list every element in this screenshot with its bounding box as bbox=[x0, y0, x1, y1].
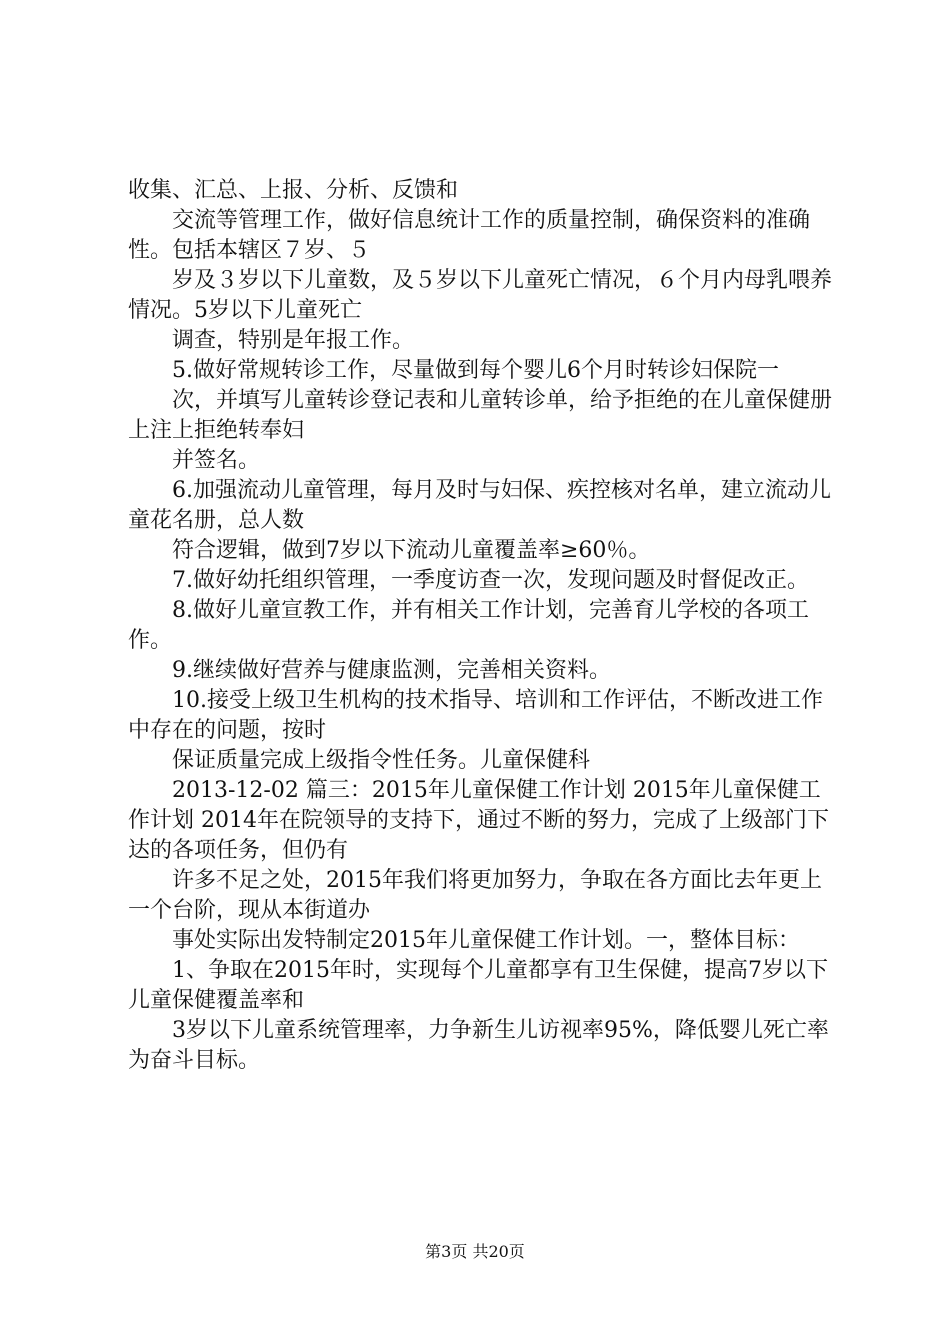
paragraph: 并签名。 bbox=[172, 448, 261, 473]
paragraph: 3岁以下儿童系统管理率，力争新生儿访视率95%，降低婴儿死亡率为奋斗目标。 bbox=[128, 1018, 829, 1073]
paragraph: 8.做好儿童宣教工作，并有相关工作计划，完善育儿学校的各项工作。 bbox=[128, 598, 809, 653]
document-body bbox=[128, 176, 832, 1076]
paragraph: 1、争取在2015年时，实现每个儿童都享有卫生保健，提高7岁以下儿童保健覆盖率和 bbox=[128, 958, 828, 1013]
paragraph: 调查，特别是年报工作。 bbox=[172, 328, 415, 353]
paragraph: 10.接受上级卫生机构的技术指导、培训和工作评估，不断改进工作中存在的问题，按时 bbox=[128, 688, 823, 743]
paragraph: 9.继续做好营养与健康监测，完善相关资料。 bbox=[172, 658, 611, 683]
paragraph: 许多不足之处，2015年我们将更加努力，争取在各方面比去年更上一个台阶，现从本街道办 bbox=[128, 868, 822, 923]
paragraph: 交流等管理工作，做好信息统计工作的质量控制，确保资料的准确性。包括本辖区７岁、５ bbox=[128, 208, 811, 263]
paragraph: 6.加强流动儿童管理，每月及时与妇保、疾控核对名单，建立流动儿童花名册，总人数 bbox=[128, 478, 831, 533]
paragraph: 7.做好幼托组织管理，一季度访查一次，发现问题及时督促改正。 bbox=[172, 568, 809, 593]
paragraph: 收集、汇总、上报、分析、反馈和 bbox=[128, 178, 459, 203]
paragraph: 事处实际出发特制定2015年儿童保健工作计划。一，整体目标： bbox=[172, 928, 800, 953]
paragraph: 2013-12-02 篇三：2015年儿童保健工作计划 2015年儿童保健工作计划 2014年在院领导的支持下，通过不断的努力，完成了上级部门下达的各项任务，但仍有 bbox=[128, 778, 829, 863]
paragraph: 次，并填写儿童转诊登记表和儿童转诊单，给予拒绝的在儿童保健册上注上拒绝转奉妇 bbox=[128, 388, 833, 443]
paragraph: 岁及３岁以下儿童数，及５岁以下儿童死亡情况，６个月内母乳喂养情况。5岁以下儿童死亡 bbox=[128, 268, 833, 323]
paragraph: 保证质量完成上级指令性任务。儿童保健科 bbox=[172, 748, 591, 773]
paragraph: 5.做好常规转诊工作，尽量做到每个婴儿6个月时转诊妇保院一 bbox=[172, 358, 779, 383]
page-number-footer: 第3页 共20页 bbox=[425, 1242, 525, 1261]
paragraph: 符合逻辑，做到7岁以下流动儿童覆盖率≥60％。 bbox=[172, 538, 651, 563]
